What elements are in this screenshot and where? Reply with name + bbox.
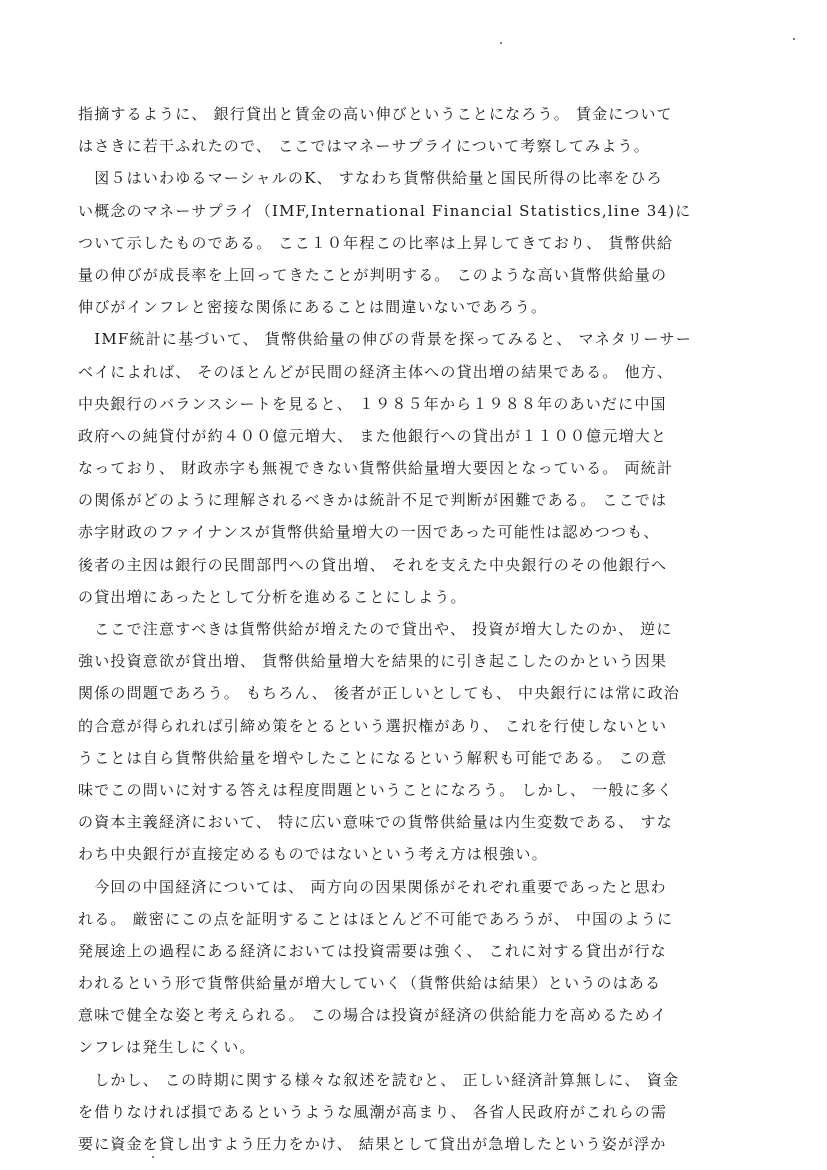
text-line: IMF統計に基づいて、 貨幣供給量の伸びの背景を探ってみると、 マネタリーサー [78, 330, 692, 349]
text-line: の資本主義経済において、 特に広い意味での貨幣供給量は内生変数である、 すな [78, 813, 673, 832]
text-line: ンフレは発生しにくい。 [78, 1038, 256, 1057]
text-line: うことは自ら貨幣供給量を増やしたことになるという解釈も可能である。 この意 [78, 748, 668, 767]
text-line: なっており、 財政赤字も無視できない貨幣供給量増大要因となっている。 両統計 [78, 459, 674, 478]
text-line: 今回の中国経済については、 両方向の因果関係がそれぞれ重要であったと思わ [78, 877, 667, 896]
text-line: 中央銀行のバランスシートを見ると、 １９８５年から１９８８年のあいだに中国 [78, 394, 667, 413]
text-line: ここで注意すべきは貨幣供給が増えたので貸出や、 投資が増大したのか、 逆に [78, 620, 673, 638]
text-line: 指摘するように、 銀行貸出と賃金の高い伸びということになろう。 賃金について [78, 105, 673, 123]
text-line: 的合意が得られれば引締め策をとるという選択権があり、 これを行使しないとい [78, 716, 668, 735]
scan-speck [793, 38, 795, 40]
text-line: 量の伸びが成長率を上回ってきたことが判明する。 このような高い貨幣供給量の [78, 265, 668, 284]
text-line: 後者の主因は銀行の民間部門への貸出増、 それを支えた中央銀行のその他銀行へ [78, 555, 668, 574]
text-line: 関係の問題であろう。 もちろん、 後者が正しいとしても、 中央銀行には常に政治 [78, 684, 681, 703]
text-line: 伸びがインフレと密接な関係にあることは間違いないであろう。 [78, 298, 548, 317]
text-line: の貸出増にあったとして分析を進めることにしよう。 [78, 587, 467, 606]
text-line: わち中央銀行が直接定めるものではないという考え方は根強い。 [78, 845, 548, 864]
text-line: ついて示したものである。 ここ１０年程この比率は上昇してきており、 貨幣供給 [78, 233, 674, 252]
text-line: 発展途上の過程にある経済においては投資需要は強く、 これに対する貸出が行な [78, 941, 667, 960]
text-line: しかし、 この時期に関する様々な叙述を読むと、 正しい経済計算無しに、 資金 [78, 1070, 680, 1089]
text-line: 味でこの問いに対する答えは程度問題ということになろう。 しかし、 一般に多く [78, 780, 674, 799]
text-line: はさきに若干ふれたので、 ここではマネーサプライについて考察してみよう。 [78, 137, 650, 156]
text-line: ベイによれば、 そのほとんどが民間の経済主体への貸出増の結果である。 他方、 [78, 362, 674, 381]
text-line: 強い投資意欲が貸出増、 貨幣供給量増大を結果的に引き起こしたのかという因果 [78, 652, 668, 671]
text-line: 政府への純貸付が約４００億元増大、 また他銀行への貸出が１１００億元増大と [78, 426, 668, 445]
body-text [78, 98, 778, 1160]
text-line: を借りなければ損であるというような風潮が高まり、 各省人民政府がこれらの需 [78, 1102, 668, 1121]
text-line: われるという形で貨幣供給量が増大していく（貨幣供給は結果）というのはある [78, 974, 662, 993]
text-line: 意味で健全な姿と考えられる。 この場合は投資が経済の供給能力を高めるためイ [78, 1006, 668, 1025]
text-line: 赤字財政のファイナンスが貨幣供給量増大の一因であった可能性は認めつつも、 [78, 523, 660, 542]
text-line: れる。 厳密にこの点を証明することはほとんど不可能であろうが、 中国のように [78, 909, 674, 928]
scan-speck [500, 42, 502, 44]
text-line: い概念のマネーサプライ（IMF,International Financial Statistics,line 34)に [78, 201, 692, 220]
text-line: 図５はいわゆるマーシャルのK、 すなわち貨幣供給量と国民所得の比率をひろ [78, 169, 663, 188]
text-line: の関係がどのように理解されるべきかは統計不足で判断が困難である。 ここでは [78, 491, 668, 510]
text-line: 要に資金を貸し出すよう圧力をかけ、 結果として貸出が急増したという姿が浮か [78, 1135, 667, 1153]
